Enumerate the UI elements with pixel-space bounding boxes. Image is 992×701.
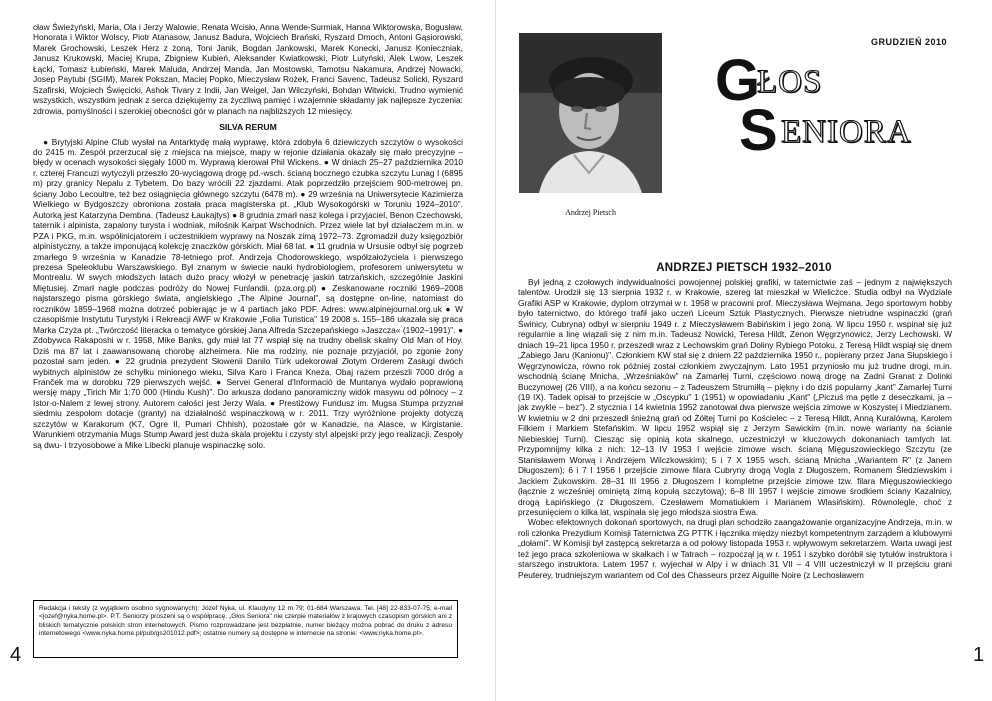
masthead-eniora: ENIORA xyxy=(781,114,912,150)
left-column-text xyxy=(33,22,463,450)
page-number-left: 4 xyxy=(10,644,22,666)
portrait-illustration xyxy=(519,33,662,193)
photo-caption: Andrzej Pietsch xyxy=(565,208,616,217)
right-page xyxy=(496,0,992,701)
article-paragraph: Wobec efektownych dokonań sportowych, na drugi plan schodziło zaangażowanie organizacyjne Andrzeja, m.in. w roli członka Prezydium Komisji Taternictwa ZG PTTK i łącznika między niezbyt kompetentnym zarządem a klubowymi „dołami". W Komisji był zastępcą sekretarza a od połowy listopada 1953 r. wpływowym sekretarzem. Warta uwagi jest też jego praca szkoleniowa w skałkach i w Tatrach – rozpoczął ją w r. 1951 i szybko doróbił się tytułów instruktora i starszego instruktora. Latem 1957 r. wyjechał w Alpy i w dniach 31 VII – 4 VIII uczestniczył w II przejściu grani Peuterey, trudniejszym wariantem od Col des Chasseurs przez Aiguille Noire (z Lechosławem xyxy=(518,517,952,580)
portrait-photo xyxy=(519,33,662,193)
thanks-paragraph: cław Świeżyński, Maria, Ola i Jerzy Walowie, Renata Wcisło, Anna Wende-Surmiak, Hanna Wiktorowska, Bogusław, Honorata i Wiktor Wolscy, Piotr Atanasow, Janusz Badura, Wojciech Brański, Ryszard Dmoch, Antoni Gąsiorowski, Marek Grochowski, Leszek Herz z żoną, Toni Janik, Bogdan Jankowski, Marek Konecki, Janusz Konieczniak, Janusz Krukowski, Maciej Krupa, Zbigniew Kubień, Aleksander Kwiatkowski, Piotr Lutyński, Alek Lwow, Leszek Łącki, Tomasz Łubieński, Marek Maluda, Andrzej Manda, Jan Mostowski, Tamotsu Nakamura, Andrzej Nowacki, Josep Paytubi (SGIM), Marek Pokszan, Maciej Popko, Mieczysław Rożek, Franci Savenc, Tadeusz Solicki, Ryszard Szafirski, Wojciech Święcicki, Ashok Tivary z Indii, Jan Weigel, Jan Wilczyński, Bohdan Witwicki. Trudno wymienić wszystkich, wszystkim jednak z serca dziękujemy za życzliwą pamięć i wzajemnie składamy jak najlepsze życzenia: zdrowia, pomyślności i szerokiej obecności gór w planach na najbliższych 12 miesięcy. xyxy=(33,22,463,116)
issue-date: GRUDZIEŃ 2010 xyxy=(871,37,948,47)
article-paragraph: Był jedną z czołowych indywidualności powojennej polskiej grafiki, w taternictwie zaś – jednym z największych talentów. Urodził się 13 sierpnia 1932 r. w Krakowie, szereg lat mieszkał w Wieliczce. Studia odbył na Wydziale Grafiki ASP w Krakowie, dyplom otrzymał w r. 1958 w pracowni prof. Mieczysława Wejmana. Jego sportowym hobby było taternictwo, do którego trafił jako uczeń Liceum Sztuk Plastycznych. Pierwsze nietrudne wspinaczki (grań Świnicy, Cubryna) odbył w sierpniu 1949 r. z Mieczysławem Babińskim i jego żoną. W lipcu 1950 r. wspinał się już regularnie a linę wiązali się z nim m.in. Tadeusz Nowicki, Teresa Hildt, Zenon Węgrzynowicz, Jerzy Lechowski. W dniach 19–21 lipca 1950 r. przeszedł wraz z Lechowskim grań Doliny Rybiego Potoku, z Teresą Hildt wspiął się dnem „Żabiego Jaru (Kanionu)". Członkiem KW stał się z dniem 22 października 1950 r., popierany przez Jana Słupskiego i Węgrzynowicza, równo rok później został członkiem zwyczajnym. Lato 1951 przyniosło mu już trudne drogi, m.in. wschodnią ścianę Mnicha, „Wrześniaków" na Zamarłej Turni, częściowo nową drogę na Zadni Granat z Dolinki Buczynowej (26 VIII), a na końcu sezonu – z Tadeuszem Strumiłłą – piękny i do dziś popularny „kant" Zamarłej Turni (19 IX). Tadek opisał to przejście w „Oscypku" 1 (1951) w opowiadaniu „Kant" („Piczuś ma pętle z deseczkami, ja – jak zwykle – bez"). 2 stycznia i 14 kwietnia 1952 zanotował dwa pierwsze wejścia zimowe w Koszystej i Miedzianem. W kwietniu w 2 dni przeszedł śnieżną grań od Żółtej Turni po Kościelec – z Teresą Hildt, Anną Kuralówną, Karolem Filkiem i Markiem Stefańskim. W lipcu 1952 wspiął się z Jerzym Sawickim (m.in. nowe warianty na ścianie Niebieskiej Turni). Ciesząc się opinią kota skalnego, uczestniczył w kluczowych dokonaniach tamtych lat. Przypomnijmy kilka z nich: 12–13 IV 1953 I wejście zimowe wsch. ścianą Mięguszowieckiego Szczytu (ze Stanisławem Worwą i Andrzejem Wilczkowskim); 5 i 7 X 1955 wsch. ścianą Mnicha „Wariantem R" (z Janem Długoszem); 6 i 7 I 1956 I przejście zimowe filara Cubryny drogą Vogla z Długoszem, Romanem Śledziewskim i Jackiem Żukowskim. 28–31 III 1956 z Długoszem I kompletne przejście zimowe tzw. filara Mięguszowieckiego (łącznie z wcześniej ominiętą zimą kopułą szczytową); 6–8 III 1957 I wejście zimowe środkiem ściany Kazalnicy, drogą Łapińskiego (z Długoszem, Czesławem Momatiukiem i Marianem Wlasińskim). Równolegle, choć z przesunięciem o kilka lat, wspinała się jego młodsza siostra Ewa. xyxy=(518,277,952,517)
article-body xyxy=(518,277,952,580)
masthead-s-letter: S xyxy=(739,98,778,163)
editorial-credit-box: Redakcja i teksty (z wyjątkiem osobno sygnowanych): Józef Nyka, ul. Klaudyny 12 m 79; 01-684 Warszawa. Tel. [48] 22-833-07-75; e-mail <jozef@nyka.home.pl>. P.T. Seniorzy proszeni są o współpracę. „Głos Seniora" nie czerpie materiałów z krajowych czasopism górskich ani z bliskich tematycznie polskich stron internetowych. Pismo rozprowadzane jest bezpłatnie, numer bieżący można pobrać do druku z adresu internetowego <www.nyka.home.pl/pub/gs201012.pdf>; ostatnie numery są dostępne w internecie na stronie: <www.nyka.home.pl>. xyxy=(33,600,458,658)
article-title: ANDRZEJ PIETSCH 1932–2010 xyxy=(656,262,832,274)
page-number-right: 1 xyxy=(973,644,985,666)
masthead-los: ŁOS xyxy=(757,64,823,100)
masthead-g-letter: G xyxy=(715,48,761,113)
silva-rerum-paragraph: ● Brytyjski Alpine Club wysłał na Antarktydę małą wyprawę, która zdobyła 6 dziewiczych szczytów o wysokości do 2415 m. Zespół przerzucał się z miejsca na miejsce, mapy w rejonie działania okazały się mało precyzyjne – błędy w ocenach wysokości sięgały 1000 m. Wyprawą kierował Phil Wickens. ● W dniach 25–27 października 2010 r. czterej Francuzi wytyczyli przeszło 20-wyciągową drogę pd.-wsch. ścianą bocznego czubka szczytu Lunag I (6895 m) przy granicy Nepalu z Tybetem. Do bazy wrócili 22 zjazdami. Atak poprzedziło przejściem 900-metrowej pn. ściany Jobo Lecoultre, też bez osiągnięcia głównego szczytu (6478 m). ● 29 września na Uniwersytecie Kazimierza Wielkiego w Bydgoszczy obroniona została praca magisterska pt. „Klub Wysokogórski w Toruniu 1924–2010". Autorką jest Katarzyna Dembna. (Tadeusz Łaukajtys) ● 8 grudnia zmarł nasz kolega i przyjaciel, Benon Czechowski, taternik i alpinista, zapalony turysta i wodniak, miłośnik Karpat Wschodnich. Przez wiele lat był działaczem m.in. w PZA i PKG, m.in. współinicjatorem i uczestnikiem wyprawy na Noszak zimą 1972–73. Zgromadził duży księgozbiór alpinistyczny, a także imponującą kolekcję znaczków górskich. Miał 68 lat. ● 11 grudnia w Ursusie odbył się pogrzeb zmarłego 9 września w Kanadzie 78-letniego prof. Andrzeja Chodorowskiego, współzałożyciela i pierwszego prezesa Speleoklubu Warszawskiego. Był znanym w świecie nauki hydrobiologiem, profesorem uniwersytetu w Montrealu. W swych młodszych latach dużo pracy włożył w penetrację jaskiń tatrzańskich, szczególnie Jaskini Miętusiej. Zmarł nagle podczas podróży do Nowej Funlandii. (pza.org.pl) ● Zeskanowane roczniki 1969–2008 najstarszego pisma górskiego świata, angielskiego „The Alpine Journal", są dostępne on-line, natomiast do roczników 1859–1968 można dotrzeć pobierając je w 4 partiach jako PDF. Adres: www.alpinejournal.org.uk ● W czasopiśmie Instytutu Turystyki i Rekreacji AWF w Krakowie „Folia Turistica" 19 2008 s. 155–186 ukazała się praca Marka Czyża pt. „Twórczość literacka o tematyce górskiej Jana Alfreda Szczepańskiego »Jaszcza« (1902–1991)". ● Zdobywca Rakaposhi w r. 1958, Mike Banks, gdy miał lat 77 wspiął się na trudny obelisk skalny Old Man of Hoy. Dziś ma 87 lat i zaawansowaną chorobę alzheimera. Nie ma rodziny, nie poznaje przyjaciół, po zgonie żony pozostał sam jeden. ● 22 grudnia prezydent Słowenii Danilo Türk udekorował Złotym Orderem Zasługi dwóch wybitnych alpinistów ze schyłku minionego wieku, Silva Karo i Franca Kneza. Obaj razem przeszli 7000 dróg a Franček ma w dorobku 729 pierwszych wejść. ● Servei General d'Informació de Muntanya wydało poprawioną wersję mapy „Tirich Mir 1:70 000 (Hindu Kush)". Do arkusza dodano panoramiczny widok masywu od północy – z Istor-o-Nalem z lewej strony. Autorem całości jest Jerzy Wala. ● Prestiżowy Fundusz im. Mugsa Stumpa przyznał siedmiu zespołom dotacje (granty) na działalność wspinaczkową w r. 2011. Trzy wyróżnione projekty dotyczą szczytów w Karakorum (K7, Ogre II, Pumari Chhish), pozostałe gór w Kanadzie, na Alasce, w Kirgistanie. Warunkiem otrzymania Mugs Stump Award jest duża skala projektu i czysty styl alpejski przy jego realizacji. Zespoły są dwu- i trzyosobowe a Mike Libecki planuje wspinaczkę solo. xyxy=(33,136,463,450)
masthead-logo xyxy=(715,48,975,163)
section-heading-silva-rerum: SILVA RERUM xyxy=(219,122,277,133)
